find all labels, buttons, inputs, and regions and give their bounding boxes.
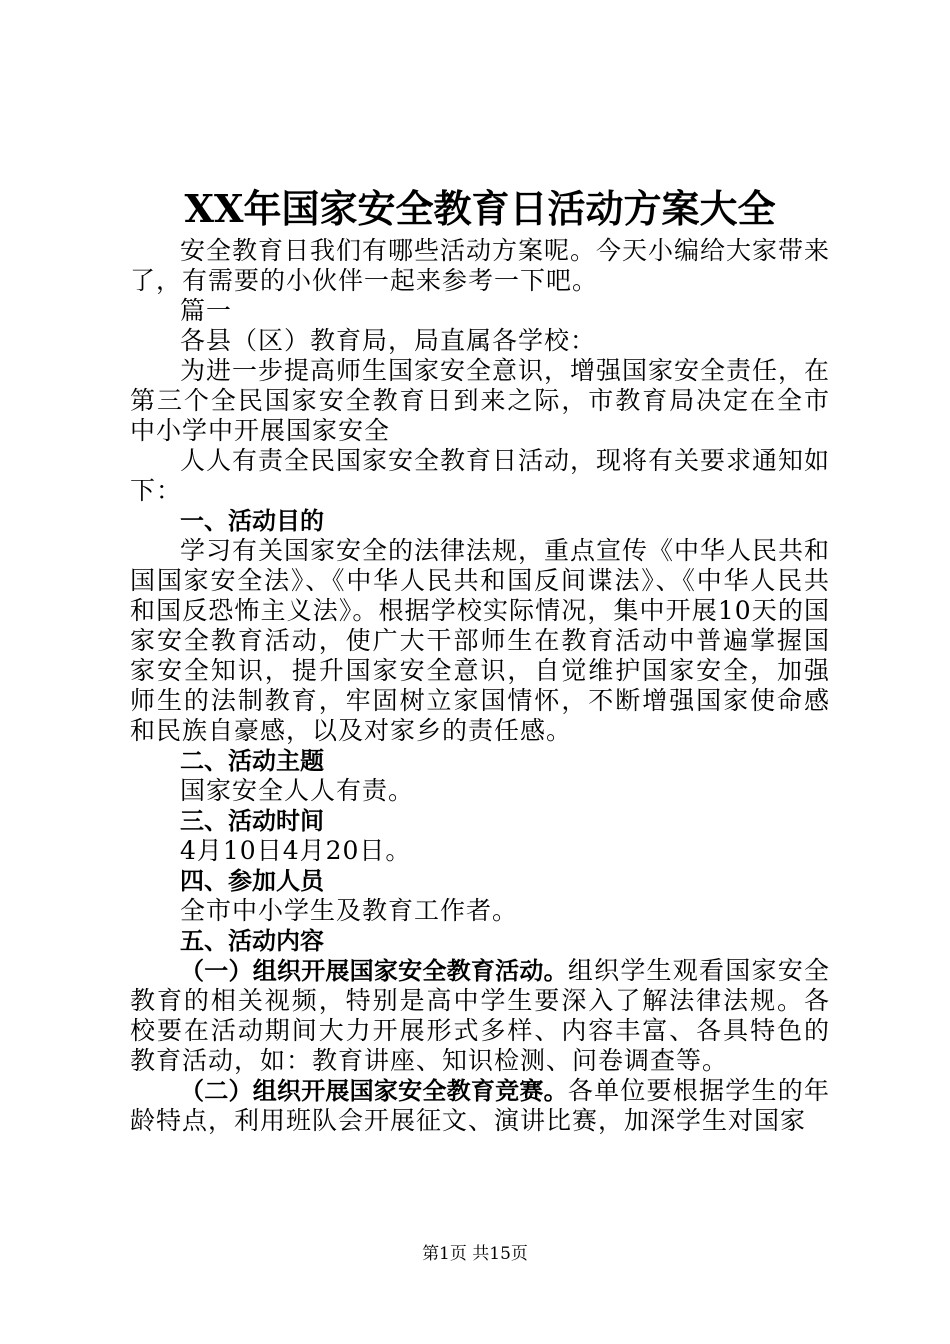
heading-content: 五、活动内容 xyxy=(180,927,324,955)
paragraph-theme: 国家安全人人有责。 xyxy=(180,776,415,805)
section-label: 篇一 xyxy=(180,296,233,325)
content-item-2 xyxy=(130,1076,830,1136)
content-item-1-title: （一）组织开展国家安全教育活动。 xyxy=(180,957,568,985)
content-item-1-text: 组织学生观看国家安全教育的相关视频，特别是高中学生要深入了解法律法规。各校要在活动期间大力开展形式多样、内容丰富、各具特色的教育活动，如：教育讲座、知识检测、问卷调查等。 xyxy=(130,956,830,1075)
paragraph-time: 4月10日4月20日。 xyxy=(180,836,412,865)
document-title: XX年国家安全教育日活动方案大全 xyxy=(184,186,776,231)
content-item-2-text: 各单位要根据学生的年龄特点，利用班队会开展征文、演讲比赛，加深学生对国家 xyxy=(130,1076,830,1135)
paragraph-notice: 人人有责全民国家安全教育日活动，现将有关要求通知如下： xyxy=(130,446,831,505)
paragraph-goal: 学习有关国家安全的法律法规，重点宣传《中华人民共和国国家安全法》、《中华人民共和国反间谍法》、《中华人民共和国反恐怖主义法》。根据学校实际情况，集中开展10天的国家安全教育活动，使广大干部师生在教育活动中普遍掌握国家安全知识，提升国家安全意识，自觉维护国家安全，加强师生的法制教育，牢固树立家国情怀，不断增强国家使命感和民族自豪感，以及对家乡的责任感。 xyxy=(130,536,831,745)
heading-people: 四、参加人员 xyxy=(180,867,324,895)
heading-time: 三、活动时间 xyxy=(180,807,324,835)
heading-theme: 二、活动主题 xyxy=(180,747,324,775)
document-body xyxy=(130,236,830,1136)
heading-goal: 一、活动目的 xyxy=(180,507,324,535)
paragraph-purpose: 为进一步提高师生国家安全意识，增强国家安全责任，在第三个全民国家安全教育日到来之际，市教育局决定在全市中小学中开展国家安全 xyxy=(130,356,831,445)
page-footer: 第1页 共15页 xyxy=(422,1244,528,1264)
content-item-2-title: （二）组织开展国家安全教育竞赛。 xyxy=(180,1077,568,1105)
addressee-line: 各县（区）教育局，局直属各学校： xyxy=(180,326,597,355)
content-item-1 xyxy=(130,956,830,1076)
paragraph-people: 全市中小学生及教育工作者。 xyxy=(180,896,519,925)
intro-paragraph: 安全教育日我们有哪些活动方案呢。今天小编给大家带来了，有需要的小伙伴一起来参考一下吧。 xyxy=(130,236,831,295)
